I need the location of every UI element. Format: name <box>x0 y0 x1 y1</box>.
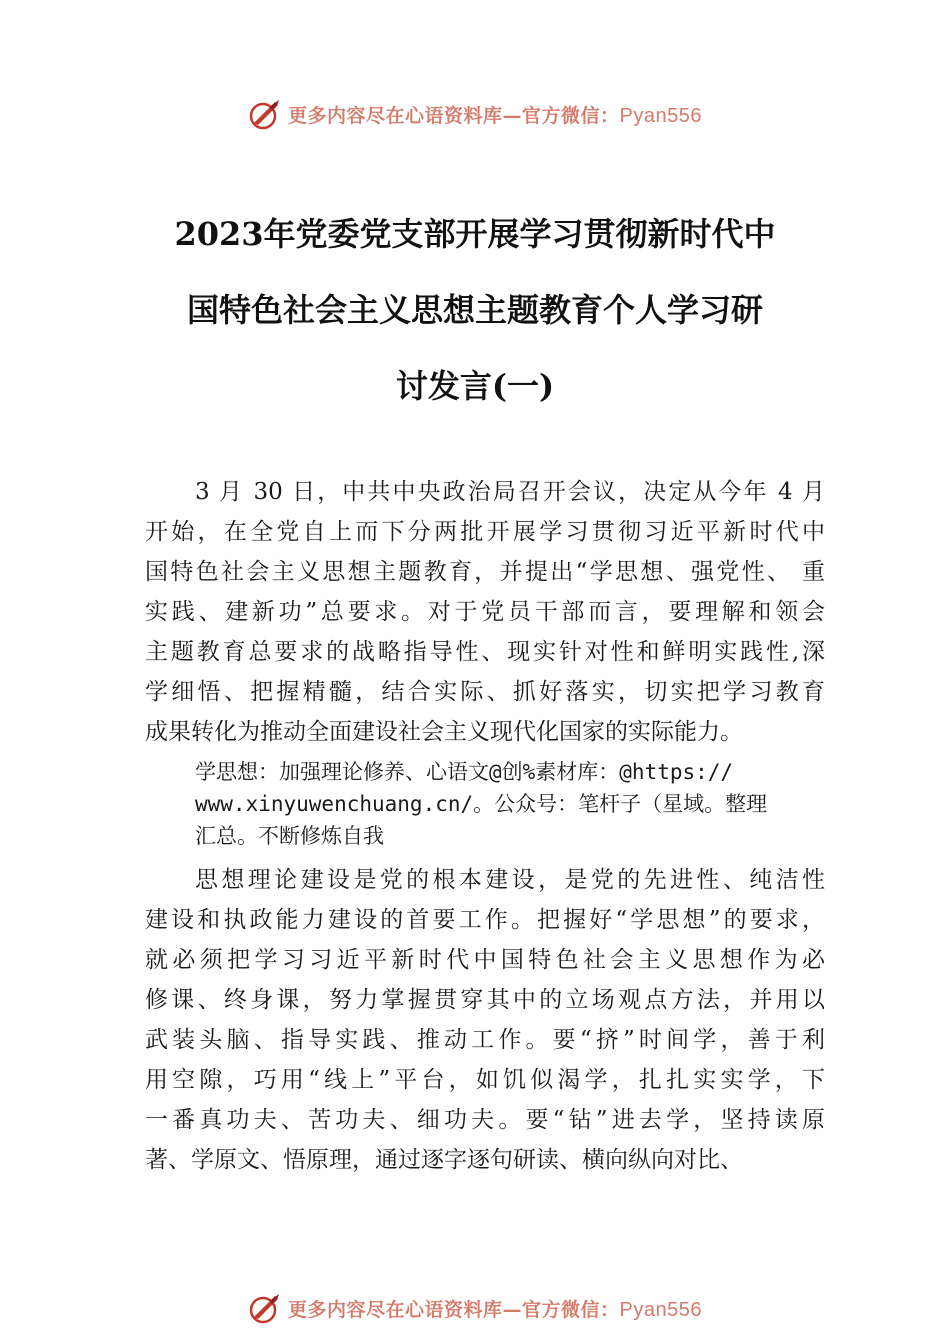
title-line-1: 2023年党委党支部开展学习贯彻新时代中 <box>174 215 776 253</box>
section-heading <box>195 756 825 852</box>
header-banner <box>0 94 950 134</box>
text-line: 用空隙，巧用“线上”平台，如饥似渴学，扎扎实实学，下 <box>145 1067 825 1093</box>
header-banner-text: 更多内容尽在心语资料库—官方微信：Pyan556 <box>288 104 702 127</box>
text-line: 修课、终身课，努力掌握贯穿其中的立场观点方法，并用以 <box>145 987 825 1013</box>
text-line: 学细悟、把握精髓，结合实际、抓好落实，切实把学习教育 <box>145 679 825 705</box>
text-line: 主题教育总要求的战略指导性、现实针对性和鲜明实践性,深 <box>145 639 825 665</box>
text-line: 武装头脑、指导实践、推动工作。要“挤”时间学，善于利 <box>145 1027 825 1053</box>
text-line: 成果转化为推动全面建设社会主义现代化国家的实际能力。 <box>145 719 743 745</box>
text-line: 就必须把学习习近平新时代中国特色社会主义思想作为必 <box>145 947 825 973</box>
title-line-3: 讨发言(一) <box>395 367 555 405</box>
paragraph-theory <box>145 860 825 1180</box>
quill-seal-logo-icon <box>248 1291 282 1325</box>
text-line: 开始，在全党自上而下分两批开展学习贯彻习近平新时代中 <box>145 519 825 545</box>
document-body <box>145 472 825 1180</box>
text-line: 建设和执政能力建设的首要工作。把握好“学思想”的要求， <box>145 907 825 933</box>
quill-seal-logo-icon <box>248 97 282 131</box>
header-wechat-id: Pyan556 <box>619 104 702 127</box>
heading-line: www.xinyuwenchuang.cn/。公众号：笔杆子（星域。整理 <box>195 792 768 816</box>
text-line: 国特色社会主义思想主题教育，并提出“学思想、强党性、 重 <box>145 559 825 585</box>
heading-line: 学思想：加强理论修养、心语文@创%素材库：@https:// <box>195 760 734 784</box>
footer-wechat-id: Pyan556 <box>619 1298 702 1321</box>
text-line: 一番真功夫、苦功夫、细功夫。要“钻”进去学，坚持读原 <box>145 1107 825 1133</box>
footer-banner <box>0 1288 950 1328</box>
text-line: 3 月 30 日，中共中央政治局召开会议，决定从今年 4 月 <box>195 479 825 505</box>
document-title <box>120 196 830 424</box>
heading-line: 汇总。不断修炼自我 <box>195 824 384 848</box>
paragraph-intro <box>145 472 825 752</box>
text-line: 实践、建新功”总要求。对于党员干部而言，要理解和领会 <box>145 599 825 625</box>
text-line: 思想理论建设是党的根本建设，是党的先进性、纯洁性 <box>195 867 825 893</box>
footer-banner-text: 更多内容尽在心语资料库—官方微信：Pyan556 <box>288 1298 702 1321</box>
text-line: 著、学原文、悟原理，通过逐字逐句研读、横向纵向对比、 <box>145 1147 743 1173</box>
title-line-2: 国特色社会主义思想主题教育个人学习研 <box>186 291 763 329</box>
